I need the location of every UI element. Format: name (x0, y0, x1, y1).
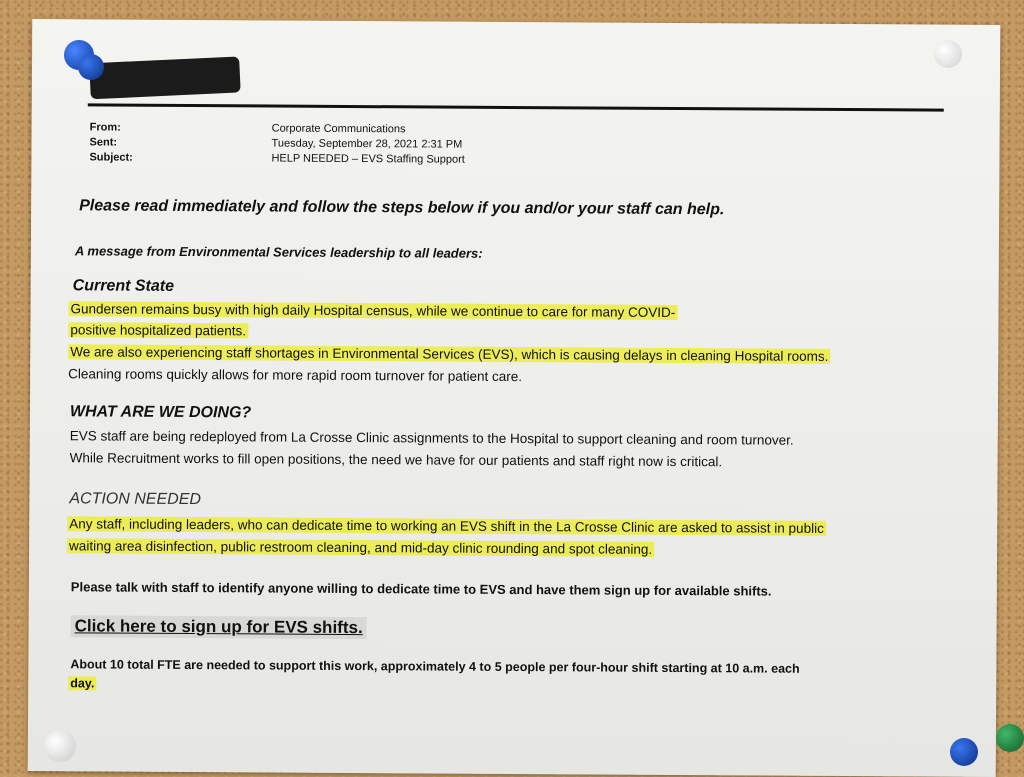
pushpin-green-icon (996, 724, 1024, 752)
action-heading: ACTION NEEDED (69, 490, 202, 509)
intro-text: Please read immediately and follow the steps below if you and/or your staff can help. (79, 197, 725, 219)
notice-paper (28, 19, 1001, 777)
fte-line1: About 10 total FTE are needed to support this work, approximately 4 to 5 people per four-hour shift starting at 10 a.m. each (70, 657, 800, 676)
subject-value: HELP NEEDED – EVS Staffing Support (271, 152, 465, 166)
header-rule (88, 103, 944, 111)
pushpin-white-icon (44, 730, 76, 762)
fte-line2: day. (70, 676, 95, 691)
from-value: Corporate Communications (271, 122, 406, 136)
current-state-line3: We are also experiencing staff shortages in Environmental Services (EVS), which is causing delays in cleaning Hospital rooms. (68, 344, 830, 364)
current-state-heading: Current State (72, 277, 175, 295)
what-doing-line1: EVS staff are being redeployed from La Crosse Clinic assignments to the Hospital to support cleaning and room turnover. (69, 428, 794, 448)
talk-line: Please talk with staff to identify anyone willing to dedicate time to EVS and have them sign up for available shifts. (70, 579, 772, 599)
current-state-line1: Gundersen remains busy with high daily Hospital census, while we continue to care for many COVID- (70, 301, 676, 320)
subject-label: Subject: (89, 151, 133, 164)
current-state-line4: Cleaning rooms quickly allows for more rapid room turnover for patient care. (68, 366, 523, 385)
sent-value: Tuesday, September 28, 2021 2:31 PM (271, 137, 463, 151)
pushpin-blue-icon (950, 738, 978, 766)
what-doing-line2: While Recruitment works to fill open positions, the need we have for our patients and staff right now is critical. (69, 450, 723, 470)
current-state-line2: positive hospitalized patients. (70, 322, 247, 339)
redacted-name (89, 56, 241, 99)
pushpin-blue-icon (78, 54, 104, 80)
from-label: From: (89, 121, 121, 134)
pushpin-white-icon (934, 40, 962, 68)
action-line2: waiting area disinfection, public restroom cleaning, and mid-day clinic rounding and spot cleaning. (69, 538, 653, 557)
signup-link[interactable]: Click here to sign up for EVS shifts. (71, 615, 367, 639)
sent-label: Sent: (89, 136, 118, 149)
message-from-text: A message from Environmental Services leadership to all leaders: (74, 243, 483, 261)
action-line1: Any staff, including leaders, who can dedicate time to working an EVS shift in the La Crosse Clinic are asked to assist in public (69, 516, 824, 536)
what-doing-heading: WHAT ARE WE DOING? (69, 403, 252, 422)
